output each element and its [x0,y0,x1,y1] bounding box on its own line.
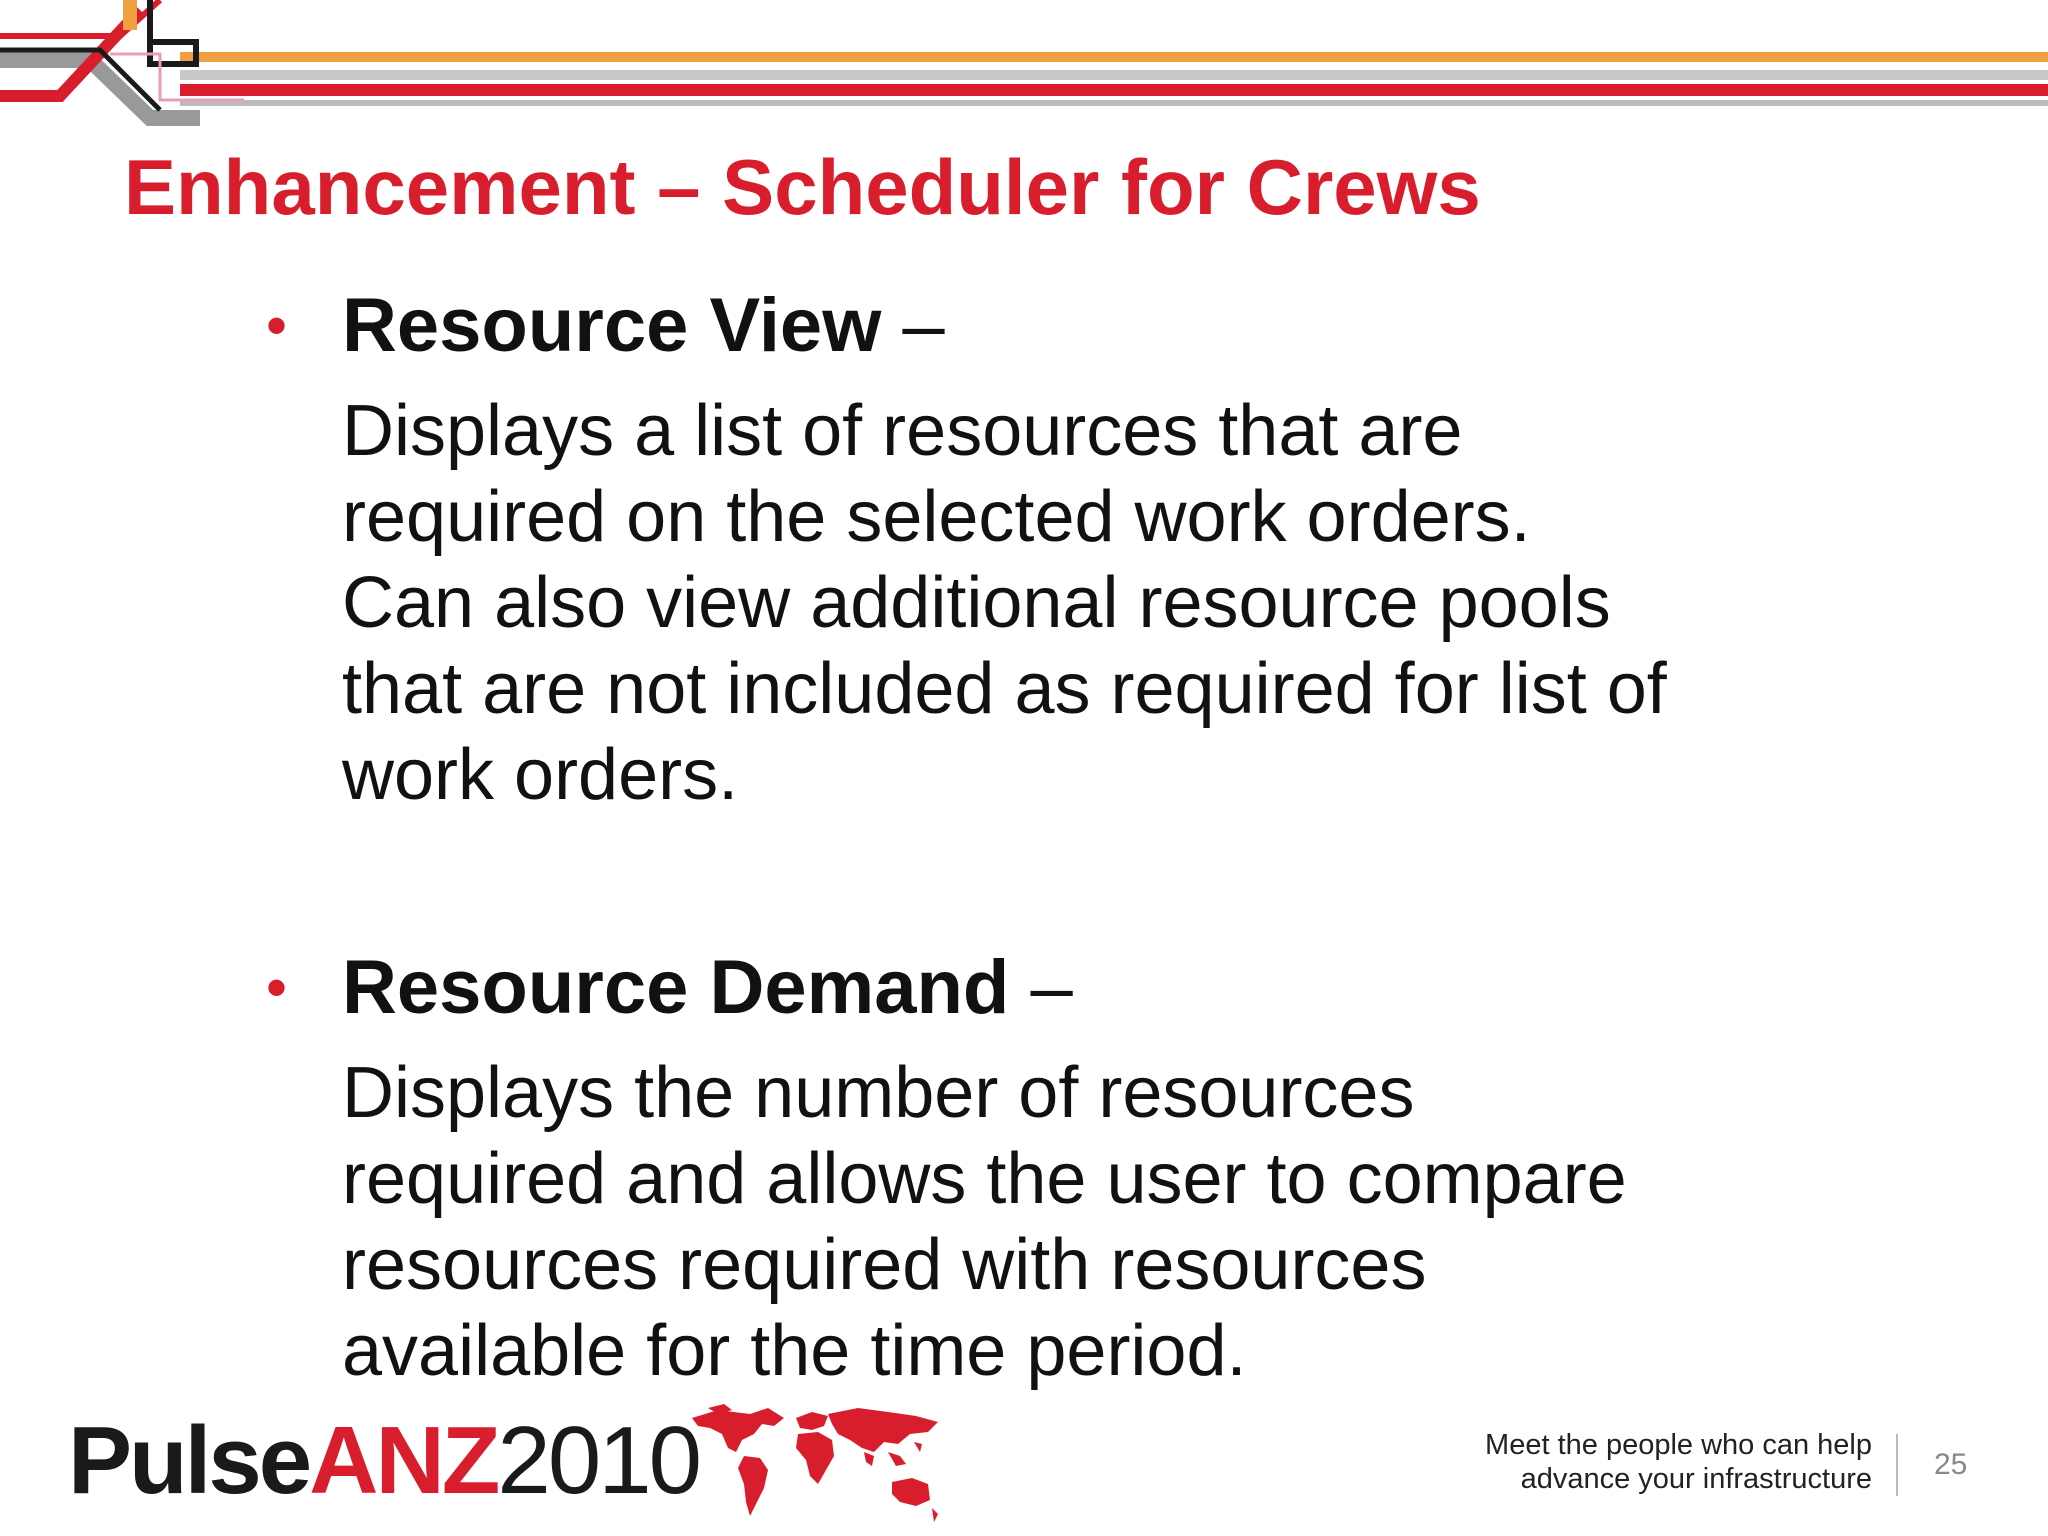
tagline-line: advance your infrastructure [1520,1463,1872,1495]
pulse-anz-logo [68,1406,699,1516]
bullet-heading-separator: – [1009,945,1073,1030]
description-line: required on the selected work orders. [342,477,1531,557]
description-line: required and allows the user to compare [342,1139,1627,1219]
footer-divider [1896,1434,1898,1496]
brand-year: 2010 [497,1407,699,1514]
bullet-dot-icon: • [266,292,288,359]
description-line: that are not included as required for list of [342,649,1667,729]
bullet-description [342,388,1906,818]
bullet-heading-separator: – [881,283,945,368]
world-map-icon [688,1404,946,1528]
bullet-resource-demand [266,944,1906,1394]
slide-title: Enhancement – Scheduler for Crews [124,143,1481,231]
bullet-heading [342,282,945,370]
page-number: 25 [1934,1448,1968,1481]
description-line: work orders. [342,735,739,815]
bullet-dot-icon: • [266,954,288,1021]
bullet-heading-row [266,944,1906,1032]
description-line: available for the time period. [342,1311,1247,1391]
bullet-heading-bold: Resource View [342,283,882,368]
tagline-line: Meet the people who can help [1485,1429,1872,1461]
bullet-heading-row [266,282,1906,370]
description-line: Displays a list of resources that are [342,391,1463,471]
description-line: resources required with resources [342,1225,1427,1305]
description-line: Displays the number of resources [342,1053,1415,1133]
header-stripes-decoration [0,0,2048,140]
bullet-resource-view [266,282,1906,818]
bullet-heading-bold: Resource Demand [342,945,1010,1030]
brand-pulse: Pulse [68,1407,310,1514]
bullet-description [342,1050,1906,1394]
brand-anz: ANZ [309,1407,498,1514]
bullet-heading [342,944,1073,1032]
footer-tagline [1485,1428,1872,1496]
description-line: Can also view additional resource pools [342,563,1611,643]
